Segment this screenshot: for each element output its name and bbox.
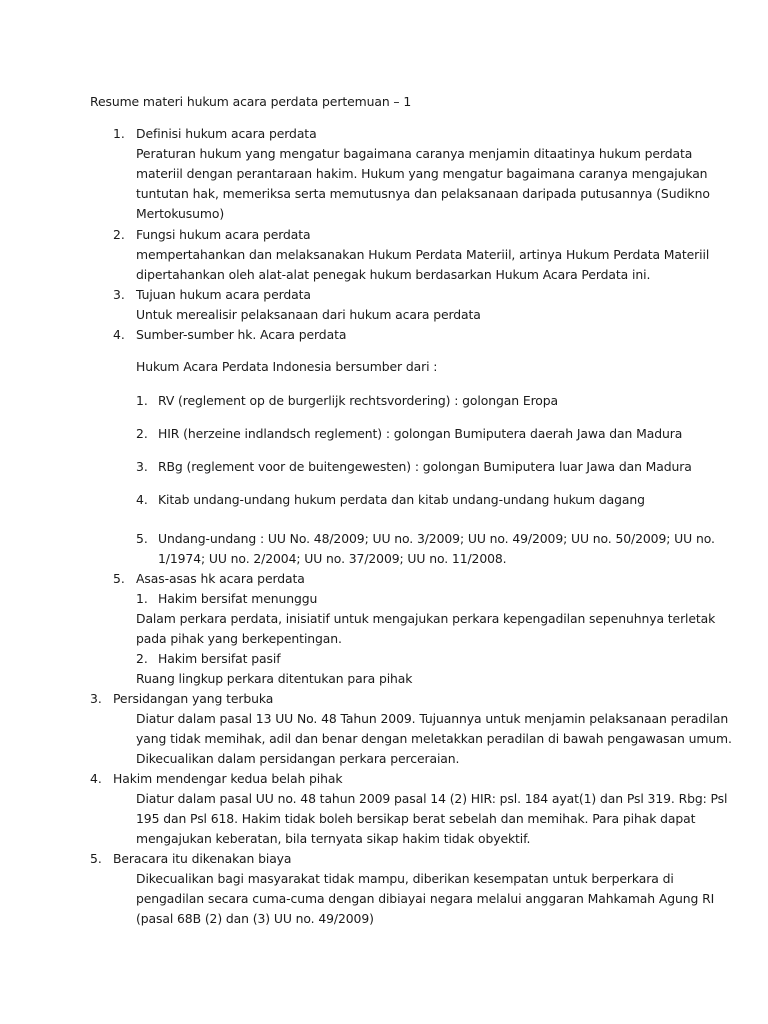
section-heading: Hakim mendengar kedua belah pihak (113, 771, 343, 786)
list-number: 3. (113, 287, 125, 302)
paragraph-line: tuntutan hak, memeriksa serta memutusnya dan pelaksanaan daripada putusannya (Sudikno (136, 186, 710, 201)
section-heading: Fungsi hukum acara perdata (136, 227, 311, 242)
list-item: RV (reglement op de burgerlijk rechtsvordering) : golongan Eropa (158, 393, 559, 408)
paragraph-line: Ruang lingkup perkara ditentukan para pihak (136, 671, 413, 686)
section-heading: Tujuan hukum acara perdata (136, 287, 311, 302)
document-title: Resume materi hukum acara perdata pertemuan – 1 (90, 94, 412, 109)
list-number: 2. (136, 651, 148, 666)
list-number: 2. (113, 227, 125, 242)
section-heading: Sumber-sumber hk. Acara perdata (136, 327, 347, 342)
list-number: 5. (90, 851, 102, 866)
list-number: 3. (90, 691, 102, 706)
list-number: 3. (136, 459, 148, 474)
paragraph-line: mengajukan keberatan, bila ternyata sikap hakim tidak obyektif. (136, 831, 531, 846)
list-number: 4. (113, 327, 125, 342)
paragraph-line: Mertokusumo) (136, 206, 225, 221)
list-number: 1. (113, 126, 125, 141)
list-number: 2. (136, 426, 148, 441)
list-item: RBg (reglement voor de buitengewesten) : golongan Bumiputera luar Jawa dan Madura (158, 459, 692, 474)
subsection-heading: Hakim bersifat menunggu (158, 591, 318, 606)
paragraph-line: mempertahankan dan melaksanakan Hukum Perdata Materiil, artinya Hukum Perdata Materiil (136, 247, 710, 262)
list-number: 1. (136, 393, 148, 408)
paragraph-line: Diatur dalam pasal 13 UU No. 48 Tahun 2009. Tujuannya untuk menjamin pelaksanaan peradilan (136, 711, 729, 726)
list-item: Undang-undang : UU No. 48/2009; UU no. 3/2009; UU no. 49/2009; UU no. 50/2009; UU no. (158, 531, 715, 546)
paragraph-line: dipertahankan oleh alat-alat penegak hukum berdasarkan Hukum Acara Perdata ini. (136, 267, 651, 282)
section-heading: Beracara itu dikenakan biaya (113, 851, 292, 866)
paragraph-line: Hukum Acara Perdata Indonesia bersumber dari : (136, 359, 438, 374)
paragraph-line: 195 dan Psl 618. Hakim tidak boleh bersikap berat sebelah dan memihak. Para pihak dapat (136, 811, 696, 826)
paragraph-line: Dalam perkara perdata, inisiatif untuk mengajukan perkara kepengadilan sepenuhnya terletak (136, 611, 716, 626)
paragraph-line: Dikecualikan bagi masyarakat tidak mampu, diberikan kesempatan untuk berperkara di (136, 871, 674, 886)
paragraph-line: Dikecualikan dalam persidangan perkara perceraian. (136, 751, 460, 766)
paragraph-line: materiil dengan perantaraan hakim. Hukum yang mengatur bagaimana caranya mengajukan (136, 166, 708, 181)
paragraph-line: Untuk merealisir pelaksanaan dari hukum acara perdata (136, 307, 481, 322)
section-heading: Definisi hukum acara perdata (136, 126, 317, 141)
section-heading: Asas-asas hk acara perdata (136, 571, 305, 586)
list-number: 5. (136, 531, 148, 546)
list-number: 4. (90, 771, 102, 786)
paragraph-line: pada pihak yang berkepentingan. (136, 631, 342, 646)
paragraph-line: Peraturan hukum yang mengatur bagaimana caranya menjamin ditaatinya hukum perdata (136, 146, 693, 161)
paragraph-line: pengadilan secara cuma-cuma dengan dibiayai negara melalui anggaran Mahkamah Agung RI (136, 891, 715, 906)
list-number: 4. (136, 492, 148, 507)
list-item: 1/1974; UU no. 2/2004; UU no. 37/2009; UU no. 11/2008. (158, 551, 507, 566)
subsection-heading: Hakim bersifat pasif (158, 651, 281, 666)
list-item: Kitab undang-undang hukum perdata dan kitab undang-undang hukum dagang (158, 492, 645, 507)
paragraph-line: (pasal 68B (2) dan (3) UU no. 49/2009) (136, 911, 374, 926)
section-heading: Persidangan yang terbuka (113, 691, 274, 706)
list-number: 5. (113, 571, 125, 586)
list-number: 1. (136, 591, 148, 606)
list-item: HIR (herzeine indlandsch reglement) : golongan Bumiputera daerah Jawa dan Madura (158, 426, 683, 441)
paragraph-line: Diatur dalam pasal UU no. 48 tahun 2009 pasal 14 (2) HIR: psl. 184 ayat(1) dan Psl 319. Rbg: Psl (136, 791, 728, 806)
paragraph-line: yang tidak memihak, adil dan benar dengan meletakkan peradilan di bawah pengawasan umum. (136, 731, 732, 746)
